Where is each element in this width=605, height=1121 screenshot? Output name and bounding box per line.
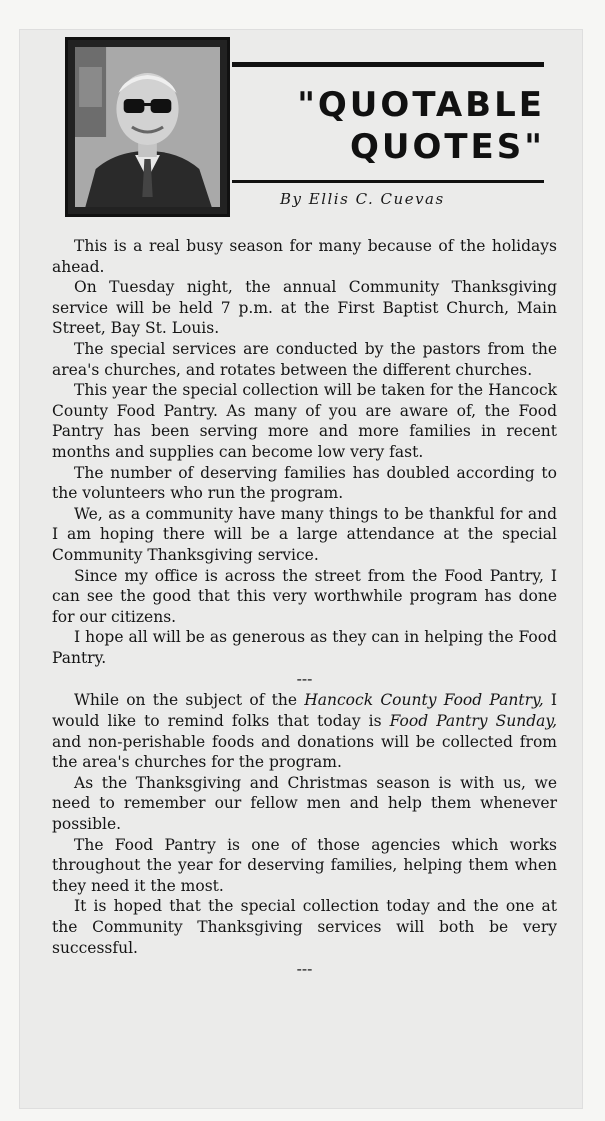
paragraph: It is hoped that the special collection today and the one at the Community Thanksgiving services will both be very successful. (52, 897, 557, 957)
article-body (52, 236, 557, 980)
paragraph: Since my office is across the street from the Food Pantry, I can see the good that this very worthwhile program has done for our citizens. (52, 566, 557, 626)
headline (297, 84, 545, 168)
paragraph-text: and non-perishable foods and donations will be collected from the area's churches for the program. (52, 732, 557, 772)
italic-text: Hancock County Food Pantry, (304, 691, 544, 710)
headline-line-2: QUOTES" (349, 127, 545, 167)
author-photo (75, 47, 220, 207)
paragraph: As the Thanksgiving and Christmas season is with us, we need to remember our fellow men and help them whenever possible. (52, 773, 557, 834)
headline-line-1: "QUOTABLE (297, 85, 545, 125)
paragraph-text: I would like to remind folks that today is (52, 691, 557, 731)
end-separator: --- (296, 960, 313, 979)
paragraph (52, 690, 557, 772)
author-portrait-image (75, 47, 220, 207)
paragraph: This year the special collection will be taken for the Hancock County Food Pantry. As many of you are aware of, the Food Pantry has been serving more and more families in recent months and supplies can become low very fast. (52, 381, 557, 461)
headline-rule-top (232, 62, 544, 67)
paragraph: The number of deserving families has doubled according to the volunteers who run the program. (52, 463, 557, 503)
section-separator: --- (296, 670, 313, 689)
paragraph: The Food Pantry is one of those agencies which works throughout the year for deserving families, helping them when they need it the most. (52, 835, 557, 895)
author-photo-frame (65, 37, 230, 217)
byline: By Ellis C. Cuevas (280, 190, 445, 208)
paragraph-text: While on the subject of the (74, 691, 305, 710)
paragraph: The special services are conducted by the pastors from the area's churches, and rotates between the different churches. (52, 339, 557, 379)
paragraph: We, as a community have many things to be thankful for and I am hoping there will be a large attendance at the special Community Thanksgiving service. (52, 504, 557, 564)
paragraph: This is a real busy season for many because of the holidays ahead. (52, 237, 557, 276)
paragraph: On Tuesday night, the annual Community Thanksgiving service will be held 7 p.m. at the First Baptist Church, Main Street, Bay St. Louis. (52, 278, 557, 338)
headline-rule-bottom (232, 180, 544, 183)
paragraph: I hope all will be as generous as they can in helping the Food Pantry. (52, 628, 557, 667)
italic-text: Food Pantry Sunday, (389, 712, 557, 731)
